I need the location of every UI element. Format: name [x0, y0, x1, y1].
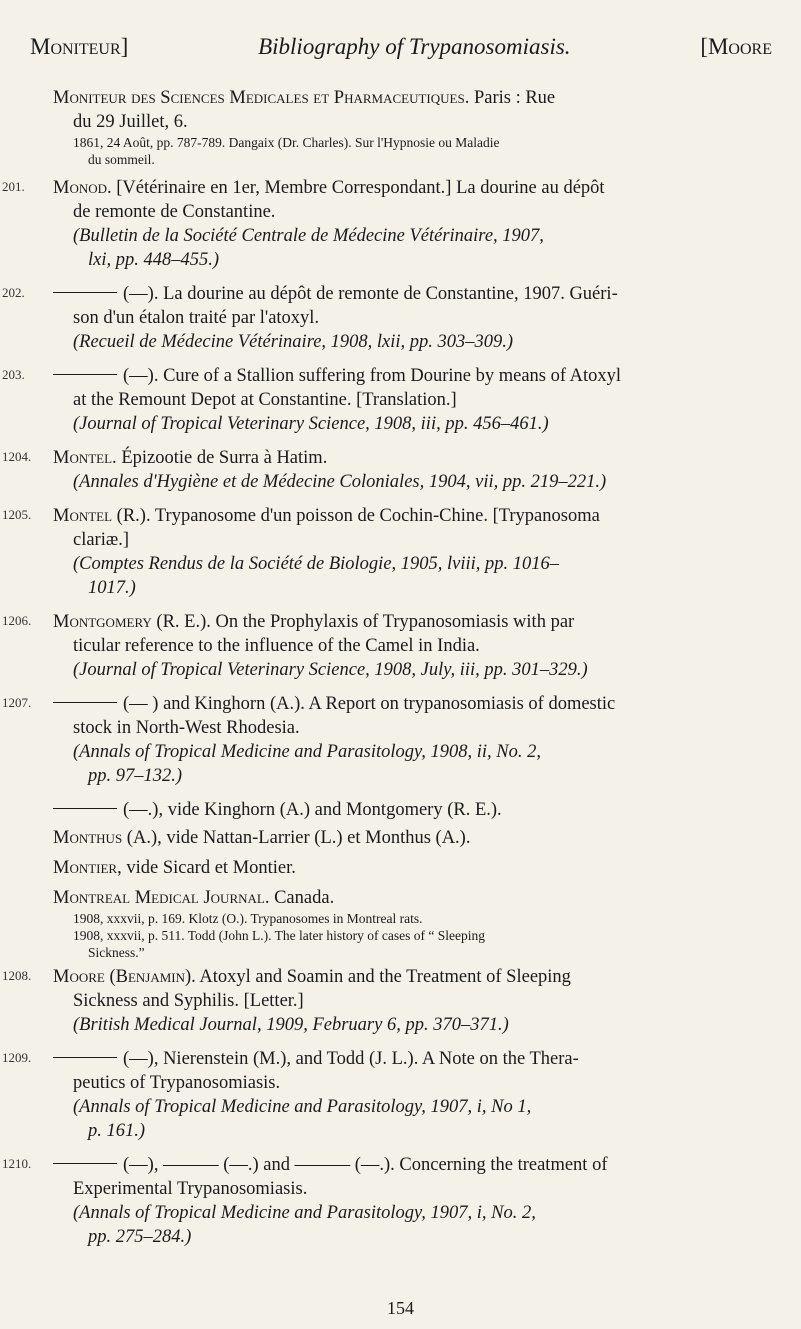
bibliography-entry	[0, 86, 801, 168]
journal-citation-line: 1861, 24 Août, pp. 787-789. Dangaix (Dr. Charles). Sur l'Hypnosie ou Maladie	[73, 135, 500, 150]
entry-number: 1207.	[2, 695, 32, 710]
bibliography-entry	[0, 446, 801, 494]
entry-author: Montier,	[53, 858, 122, 878]
entry-first-line	[53, 504, 771, 528]
entry-continuation: Experimental Trypanosomiasis.	[73, 1179, 308, 1199]
bibliography-entry	[0, 886, 801, 961]
ditto-rule	[53, 1057, 117, 1058]
entry-title: vide Nattan-Larrier (L.) et Monthus (A.).	[161, 828, 471, 848]
entry-title: (—.), vide Kinghorn (A.) and Montgomery (R. E.).	[123, 800, 502, 820]
entry-source: (Journal of Tropical Veterinary Science, 1908, July, iii, pp. 301–329.)	[73, 660, 588, 680]
entry-continuation: du 29 Juillet, 6.	[73, 112, 188, 132]
entry-continuation: stock in North-West Rhodesia.	[73, 718, 300, 738]
bibliography-entry	[0, 856, 801, 880]
entry-continuation: at the Remount Depot at Constantine. [Translation.]	[73, 390, 457, 410]
bibliography-entry	[0, 798, 801, 822]
entry-continuation: de remonte de Constantine.	[73, 202, 276, 222]
entry-title: [Vétérinaire en 1er, Membre Correspondant.] La dourine au dépôt	[111, 178, 605, 198]
entry-author: Moore (Benjamin).	[53, 967, 196, 987]
entry-source: (Recueil de Médecine Vétérinaire, 1908, lxii, pp. 303–309.)	[73, 332, 514, 352]
bibliography-entry	[0, 1153, 801, 1249]
bibliography-entry	[0, 965, 801, 1037]
entry-first-line	[53, 364, 771, 388]
entry-number: 1208.	[2, 968, 32, 983]
bibliography-entry	[0, 692, 801, 788]
entry-title: (—), ——— (—.) and ——— (—.). Concerning the treatment of	[123, 1155, 608, 1175]
header-title: Bibliography of Trypanosomiasis.	[258, 34, 571, 59]
entry-source: (Annals of Tropical Medicine and Parasitology, 1908, ii, No. 2,	[73, 742, 541, 762]
bibliography-entry	[0, 364, 801, 436]
entry-number: 201.	[2, 179, 25, 194]
entry-title: Trypanosome d'un poisson de Cochin-Chine. [Trypanosoma	[150, 506, 600, 526]
entry-source: (Annals of Tropical Medicine and Parasitology, 1907, i, No. 2,	[73, 1203, 536, 1223]
ditto-rule	[53, 808, 117, 809]
entry-title: (—). Cure of a Stallion suffering from Dourine by means of Atoxyl	[123, 366, 622, 386]
entry-title: Canada.	[269, 888, 335, 908]
entry-first-line	[53, 856, 771, 880]
entry-author: Montel (R.).	[53, 506, 151, 526]
entry-first-line	[53, 176, 771, 200]
entry-source: pp. 275–284.)	[88, 1227, 192, 1247]
ditto-rule	[53, 374, 117, 375]
entry-title: (—), Nierenstein (M.), and Todd (J. L.). A Note on the Thera-	[123, 1049, 579, 1069]
entry-title: Épizootie de Surra à Hatim.	[116, 448, 328, 468]
entry-number: 1210.	[2, 1156, 32, 1171]
ditto-rule	[53, 1163, 117, 1164]
entry-number: 202.	[2, 285, 25, 300]
bibliography-entry	[0, 504, 801, 600]
entry-first-line	[53, 446, 771, 470]
entry-first-line	[53, 886, 771, 910]
entry-source: (Bulletin de la Société Centrale de Médecine Vétérinaire, 1907,	[73, 226, 544, 246]
entry-title: (—). La dourine au dépôt de remonte de Constantine, 1907. Guéri-	[123, 284, 618, 304]
bibliography-entry	[0, 176, 801, 272]
entry-title: (— ) and Kinghorn (A.). A Report on trypanosomiasis of domestic	[123, 694, 616, 714]
entry-first-line	[53, 282, 771, 306]
journal-citation-line: 1908, xxxvii, p. 511. Todd (John L.). The later history of cases of “ Sleeping	[73, 928, 485, 943]
entry-title: vide Sicard et Montier.	[121, 858, 296, 878]
entry-first-line	[53, 86, 771, 110]
entry-source: p. 161.)	[88, 1121, 146, 1141]
entry-continuation: Sickness and Syphilis. [Letter.]	[73, 991, 304, 1011]
bibliography-entry	[0, 1047, 801, 1143]
entry-source: (Comptes Rendus de la Société de Biologie, 1905, lviii, pp. 1016–	[73, 554, 560, 574]
entry-title: Paris : Rue	[469, 88, 556, 108]
entry-number: 1209.	[2, 1050, 32, 1065]
page-number: 154	[387, 1298, 414, 1318]
entry-first-line	[53, 798, 771, 822]
entry-author: Montreal Medical Journal.	[53, 888, 270, 908]
entry-source: pp. 97–132.)	[88, 766, 183, 786]
bibliography-entries	[0, 86, 801, 1259]
entry-author: Montgomery (R. E.).	[53, 612, 211, 632]
bibliography-entry	[0, 282, 801, 354]
entry-number: 1204.	[2, 449, 32, 464]
entry-continuation: son d'un étalon traité par l'atoxyl.	[73, 308, 320, 328]
entry-author: Monod.	[53, 178, 112, 198]
entry-first-line	[53, 1153, 771, 1177]
entry-source: (Journal of Tropical Veterinary Science, 1908, iii, pp. 456–461.)	[73, 414, 549, 434]
header-left: Moniteur]	[30, 34, 129, 59]
entry-number: 203.	[2, 367, 25, 382]
journal-citation-line: Sickness.”	[88, 945, 145, 960]
entry-author: Montel.	[53, 448, 117, 468]
entry-source: (Annales d'Hygiène et de Médecine Coloniales, 1904, vii, pp. 219–221.)	[73, 472, 607, 492]
header-right: [Moore	[700, 34, 772, 59]
entry-number: 1206.	[2, 613, 32, 628]
bibliography-entry	[0, 826, 801, 850]
entry-first-line	[53, 692, 771, 716]
entry-source: (British Medical Journal, 1909, February 6, pp. 370–371.)	[73, 1015, 509, 1035]
entry-source: lxi, pp. 448–455.)	[88, 250, 220, 270]
entry-continuation: peutics of Trypanosomiasis.	[73, 1073, 281, 1093]
entry-author: Monthus (A.),	[53, 828, 162, 848]
entry-source: (Annals of Tropical Medicine and Parasitology, 1907, i, No 1,	[73, 1097, 532, 1117]
entry-first-line	[53, 826, 771, 850]
entry-source: 1017.)	[88, 578, 136, 598]
entry-title: On the Prophylaxis of Trypanosomiasis with par	[210, 612, 575, 632]
entry-first-line	[53, 610, 771, 634]
ditto-rule	[53, 292, 117, 293]
entry-number: 1205.	[2, 507, 32, 522]
bibliography-entry	[0, 610, 801, 682]
journal-citation-line: 1908, xxxvii, p. 169. Klotz (O.). Trypanosomes in Montreal rats.	[73, 911, 423, 926]
entry-continuation: ticular reference to the influence of the Camel in India.	[73, 636, 480, 656]
running-header	[30, 34, 772, 60]
entry-continuation: clariæ.]	[73, 530, 129, 550]
journal-citation-line: du sommeil.	[88, 152, 155, 167]
ditto-rule	[53, 702, 117, 703]
entry-title: Atoxyl and Soamin and the Treatment of Sleeping	[195, 967, 571, 987]
entry-author: Moniteur des Sciences Medicales et Pharmaceutiques.	[53, 88, 470, 108]
entry-first-line	[53, 1047, 771, 1071]
entry-first-line	[53, 965, 771, 989]
